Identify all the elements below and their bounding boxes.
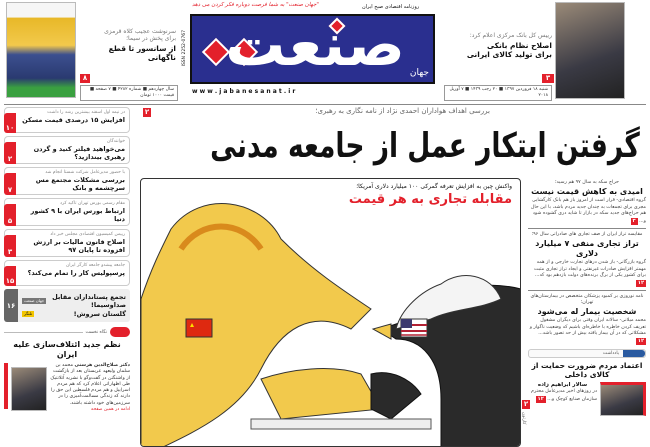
puppet-photo — [6, 2, 76, 98]
item-title: امیدی به کاهش قیمت نیست — [531, 187, 643, 196]
right-news-item[interactable] — [528, 232, 646, 287]
opinion-body: محمد بن سلمان ولیعهد عربستان بعد از بازگشت از واشنگتن در گفت‌وگو با نشریه آتلانتیک طی اظهاراتی اعلام کرد که هم مردم اسراییل و هم مردم فلسطین این حق را دارند که زندگی مسالمت‌آمیزی را در سرزمین‌های خود داشته باشند. — [50, 363, 130, 406]
item-title: می‌خواهید فیلتر کنید و گردن رهبری بیندازید؟ — [33, 145, 125, 161]
item-title: تراز تجاری منفی ۷ میلیارد دلاری — [535, 239, 639, 258]
item-title: بررسی مشکلات مجتمع مس سرچشمه و بانک — [35, 176, 125, 192]
left-box[interactable] — [4, 289, 130, 322]
box-tag: جهان صنعت — [24, 298, 45, 303]
column-icon — [110, 327, 130, 337]
cartoon-kicker: واکنش چین به افزایش تعرفه گمرکی ۱۰۰ میلیارد دلاری آمریکا؛ — [356, 183, 512, 190]
teaser-kicker: سرنوشت عجیب کلاه قرمزی — [104, 28, 176, 35]
page-badge: ۱۲ — [637, 337, 644, 344]
page-badge: ۱۵ — [4, 266, 16, 286]
opinion-title[interactable]: نظم جدید ائتلاف‌سازی علیه ایران — [13, 340, 121, 359]
item-kicker: نامه نوروزی بر کمبود پزشکان متخصص در بیمارستان‌های تهران؛ — [530, 294, 644, 305]
column-label: یادداشت — [602, 351, 619, 356]
right-news-item[interactable] — [528, 294, 646, 345]
page-badge: ۲ — [4, 142, 16, 164]
page-badge: ۳ — [632, 217, 636, 224]
issue-strip: سال چهاردهم ■ شماره ۴۲۸۲ ■ ۷ صفحه ■ قیمت ۱۰۰۰ تومان — [80, 85, 178, 101]
note-title[interactable] — [528, 360, 646, 380]
left-news-item[interactable] — [4, 229, 130, 257]
governor-photo — [555, 2, 625, 99]
trade-war-cartoon — [141, 179, 521, 447]
lead-kicker: بررسی اهداف هواداران احمدی نژاد از نامه نگاری به رهبری؛ — [315, 107, 490, 115]
tagline: روزنامه اقتصادی صبح ایران — [362, 4, 420, 10]
item-kicker: با حضور مدیرعامل شرکت شستا انجام شد — [45, 170, 125, 175]
logo — [190, 10, 435, 84]
item-title: شخصیت بیمار له می‌شود — [537, 307, 637, 316]
teaser-kicker: برای پخش در سیما؛ — [126, 35, 176, 42]
china-flag — [186, 319, 212, 337]
item-kicker: مقایسه تراز ایران از صف تجاری های صادراتی سال ۹۶؛ — [531, 232, 643, 237]
left-news-item[interactable] — [4, 260, 130, 286]
item-title: اصلاح قانون مالیات بر ارزش افزوده تا پایان ۹۷ — [33, 238, 125, 254]
issn: ISSN 2252-0767 — [182, 30, 187, 67]
page-badge: ۱۰ — [4, 113, 16, 133]
item-kicker: حراج سکه به سال ۹۷ هم رسید؛ — [554, 180, 620, 185]
right-column — [528, 180, 646, 416]
logo-subtitle: جهان — [409, 68, 429, 78]
page-badge: ۷ — [4, 173, 16, 195]
item-title: پرسپولیس کار را تمام می‌کند؟ — [27, 269, 125, 277]
item-body: گروه بازرگانی- باز شدن درهای تجارت خارجی و از همه مهمتر افزایش صادرات غیرنفتی و ایجاد تراز تجاری مثبت برای کشور یکی از برگ برنده‌های دولت بازدهم بود که... — [534, 260, 646, 278]
note-author-photo — [600, 382, 646, 416]
box-item-title: تجمع پستانداران مقابل صداوسیما! — [52, 293, 126, 309]
accent-bar — [4, 363, 8, 409]
page-badge: ۱۲ — [637, 279, 644, 286]
item-title: افزایش ۱۵ درصدی قیمت مسکن — [22, 116, 125, 124]
page-badge: ۳ — [4, 235, 16, 257]
item-kicker: مقام رسمی بورس تهران تاکید کرد — [59, 201, 125, 206]
item-kicker: در نیمه اول اسفند بیشترین رشد را داشت — [47, 110, 125, 115]
teaser-title: از سانسور تا قطع ناگهانی — [108, 44, 176, 62]
logo-text: صنعت — [225, 10, 405, 80]
page-badge: ۲ — [144, 108, 150, 116]
note-title-text: اعتماد مردم ضرورت حمایت از کالای داخلی — [531, 361, 643, 379]
item-kicker: رییس کمیسیون اقتصادی مجلس خبر داد — [50, 232, 125, 237]
left-news-item[interactable] — [4, 167, 130, 195]
right-news-item[interactable] — [528, 180, 646, 225]
column-label-row — [4, 327, 130, 337]
teaser-title: برای تولید کالای ایرانی — [466, 50, 552, 59]
teaser-title: اصلاح نظام بانکی — [487, 41, 552, 50]
top-right-teaser[interactable] — [440, 32, 552, 59]
page-badge: ۱۲ — [537, 395, 544, 402]
item-kicker: جامعه پیشدو جامعه کارگر ایران — [65, 263, 125, 268]
item-kicker: خوانندگان — [106, 139, 125, 144]
cartoon-box[interactable] — [140, 178, 521, 447]
item-body: محمد میلانی- سالانه ایران وقتی برای دیگران مشغول تعریف کردن خاطره با خاطره‌ای باشیم که وضعیت ناگوار و مشکلاتی که در آن بیمار یافته بیش از حد تصور باشد... — [529, 318, 646, 336]
note-label-bar — [528, 349, 646, 358]
box-item-title: گلستان سروش! — [73, 310, 126, 318]
left-news-item[interactable] — [4, 198, 130, 226]
date-strip: شنبه ۱۸ فروردین ۱۳۹۷ ■ ۲۰ رجب ۱۴۳۹ ■ ۷ آوریل ۲۰۱۸ — [444, 85, 552, 101]
lead-headline[interactable]: گرفتن ابتکار عمل از جامعه مدنی — [210, 126, 640, 166]
page-badge: ۵ — [4, 204, 16, 226]
page-badge: ۱۶ — [4, 289, 18, 322]
box-tag: تلنگر — [24, 311, 33, 316]
cartoon-title: مقابله تجاری به هر قیمت — [348, 192, 512, 207]
teaser-kicker: رییس کل بانک مرکزی اعلام کرد: — [469, 32, 552, 39]
left-news-item[interactable] — [4, 136, 130, 164]
table — [251, 419, 431, 429]
slogan: "جهان صنعت" به شما فرصت دوباره فکر کردن می دهد — [192, 2, 319, 8]
opinion-author: دکتر صلاح‌الدین هرسنی — [74, 363, 130, 368]
website-url[interactable]: w w w . j a b a n e s a n a t . i r — [192, 88, 296, 95]
note-body: در روزهای اخیر مدیرعامل محترم سازمان صنایع کوچک و... — [531, 389, 597, 402]
page-badge: ۸ — [80, 74, 90, 83]
item-body: گروه اقتصادی- قرار است از امروز باز هم بانک کارگشایی مجری برای تجمعات به چندان جدید مردم باشد، با این حال هم حراج‌های جدید سکه در بازار تا شاید دری گشوده شود و... — [530, 198, 646, 224]
page-badge: ۲ — [523, 400, 529, 408]
left-column — [4, 107, 130, 413]
column-label: نگاه نخست — [85, 329, 107, 335]
note-author: سالار ابراهیم زاده — [537, 382, 588, 388]
continue-link[interactable]: ادامه در همین صفحه — [91, 407, 130, 413]
top-left-teaser[interactable] — [80, 28, 176, 62]
author-photo — [11, 367, 47, 411]
left-news-item[interactable] — [4, 107, 130, 133]
cartoon-credit: کارتون — [521, 412, 526, 425]
page-badge: ۳ — [542, 74, 554, 83]
item-title: ارتباط بورس ایران با ۹ کشور دنیا — [30, 207, 125, 223]
